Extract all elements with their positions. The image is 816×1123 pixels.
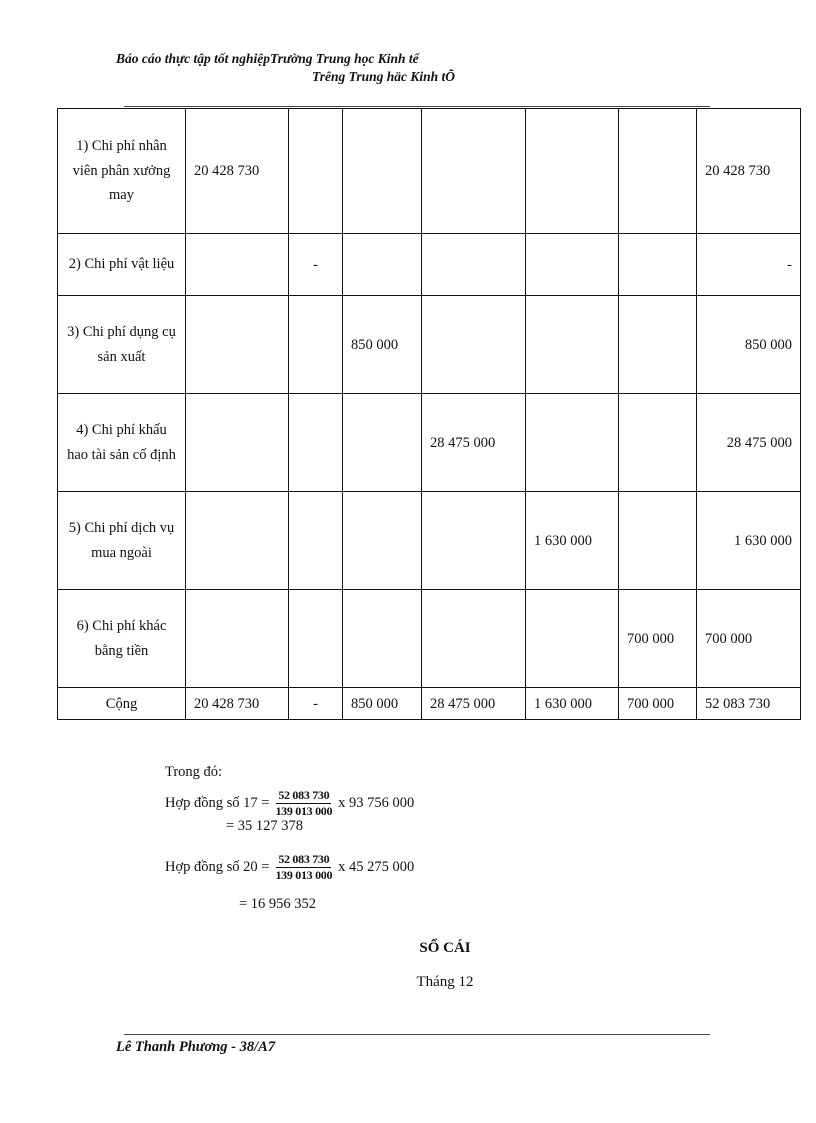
cell: 850 000 bbox=[343, 296, 422, 394]
cell: 700 000 bbox=[619, 590, 697, 688]
cell: 1 630 000 bbox=[526, 492, 619, 590]
cell bbox=[526, 109, 619, 234]
row-label: 4) Chi phí khấu hao tài sản cố định bbox=[58, 394, 186, 492]
cell bbox=[289, 109, 343, 234]
cell bbox=[619, 394, 697, 492]
formula-contract-20 bbox=[165, 846, 665, 888]
cell bbox=[343, 394, 422, 492]
table-row bbox=[58, 590, 801, 688]
total-cell: 20 428 730 bbox=[186, 688, 289, 720]
row-label: 5) Chi phí dịch vụ mua ngoài bbox=[58, 492, 186, 590]
total-label: Cộng bbox=[58, 688, 186, 720]
total-cell: 850 000 bbox=[343, 688, 422, 720]
table-row bbox=[58, 394, 801, 492]
total-cell: 52 083 730 bbox=[697, 688, 801, 720]
total-cell: 1 630 000 bbox=[526, 688, 619, 720]
notes-intro: Trong đó: bbox=[165, 764, 223, 780]
cell bbox=[289, 296, 343, 394]
cell: 28 475 000 bbox=[422, 394, 526, 492]
total-cell: 28 475 000 bbox=[422, 688, 526, 720]
table-row bbox=[58, 234, 801, 296]
cell bbox=[343, 109, 422, 234]
cell bbox=[343, 590, 422, 688]
cell bbox=[526, 296, 619, 394]
cell bbox=[619, 109, 697, 234]
cell: 1 630 000 bbox=[697, 492, 801, 590]
row-label: 3) Chi phí dụng cụ sản xuất bbox=[58, 296, 186, 394]
cell bbox=[343, 492, 422, 590]
cell: - bbox=[697, 234, 801, 296]
page-header bbox=[116, 50, 716, 86]
cell bbox=[526, 590, 619, 688]
cell bbox=[186, 394, 289, 492]
total-row bbox=[58, 688, 801, 720]
numerator: 52 083 730 bbox=[278, 787, 330, 802]
cell: 28 475 000 bbox=[697, 394, 801, 492]
section-title: SỔ CÁI bbox=[419, 940, 471, 956]
numerator: 52 083 730 bbox=[278, 851, 330, 866]
cell bbox=[289, 590, 343, 688]
cell bbox=[619, 296, 697, 394]
allocation-notes bbox=[165, 762, 665, 914]
formula-prefix: Hợp đồng số 17 = bbox=[165, 795, 270, 811]
row-label: 1) Chi phí nhân viên phân xưởng may bbox=[58, 109, 186, 234]
cell bbox=[422, 296, 526, 394]
cell bbox=[422, 234, 526, 296]
cell bbox=[186, 234, 289, 296]
total-cell: 700 000 bbox=[619, 688, 697, 720]
table-row bbox=[58, 492, 801, 590]
section-subtitle: Tháng 12 bbox=[416, 974, 474, 990]
cell: 20 428 730 bbox=[697, 109, 801, 234]
fraction bbox=[275, 788, 332, 819]
total-cell: - bbox=[289, 688, 343, 720]
cell: 850 000 bbox=[697, 296, 801, 394]
cell bbox=[343, 234, 422, 296]
cell: 20 428 730 bbox=[186, 109, 289, 234]
cell bbox=[619, 234, 697, 296]
cell bbox=[422, 590, 526, 688]
formula-result: = 35 127 378 bbox=[226, 818, 304, 834]
row-label: 2) Chi phí vật liệu bbox=[58, 234, 186, 296]
table-row bbox=[58, 109, 801, 234]
cell bbox=[289, 492, 343, 590]
cell bbox=[289, 394, 343, 492]
cell bbox=[422, 492, 526, 590]
header-line-2: Trêng Trung häc Kinh tÕ bbox=[312, 69, 456, 84]
header-rule bbox=[124, 106, 710, 107]
cell: - bbox=[289, 234, 343, 296]
cell bbox=[526, 234, 619, 296]
cell bbox=[186, 590, 289, 688]
cell bbox=[186, 492, 289, 590]
cell bbox=[422, 109, 526, 234]
footer-rule bbox=[124, 1034, 710, 1035]
cell: 700 000 bbox=[697, 590, 801, 688]
cost-allocation-table bbox=[57, 108, 801, 720]
fraction bbox=[275, 852, 332, 883]
formula-multiplier: x 45 275 000 bbox=[338, 859, 415, 875]
footer-author: Lê Thanh Phương - 38/A7 bbox=[116, 1039, 276, 1055]
header-line-1: Báo cáo thực tập tốt nghiệpTrường Trung học Kinh tế bbox=[116, 51, 419, 66]
formula-prefix: Hợp đồng số 20 = bbox=[165, 859, 270, 875]
formula-result: = 16 956 352 bbox=[239, 896, 317, 912]
cell bbox=[619, 492, 697, 590]
cell bbox=[186, 296, 289, 394]
formula-multiplier: x 93 756 000 bbox=[338, 795, 415, 811]
row-label: 6) Chi phí khác bằng tiền bbox=[58, 590, 186, 688]
denominator: 139 013 000 bbox=[275, 867, 333, 882]
cell bbox=[526, 394, 619, 492]
denominator: 139 013 000 bbox=[275, 803, 333, 818]
table-row bbox=[58, 296, 801, 394]
